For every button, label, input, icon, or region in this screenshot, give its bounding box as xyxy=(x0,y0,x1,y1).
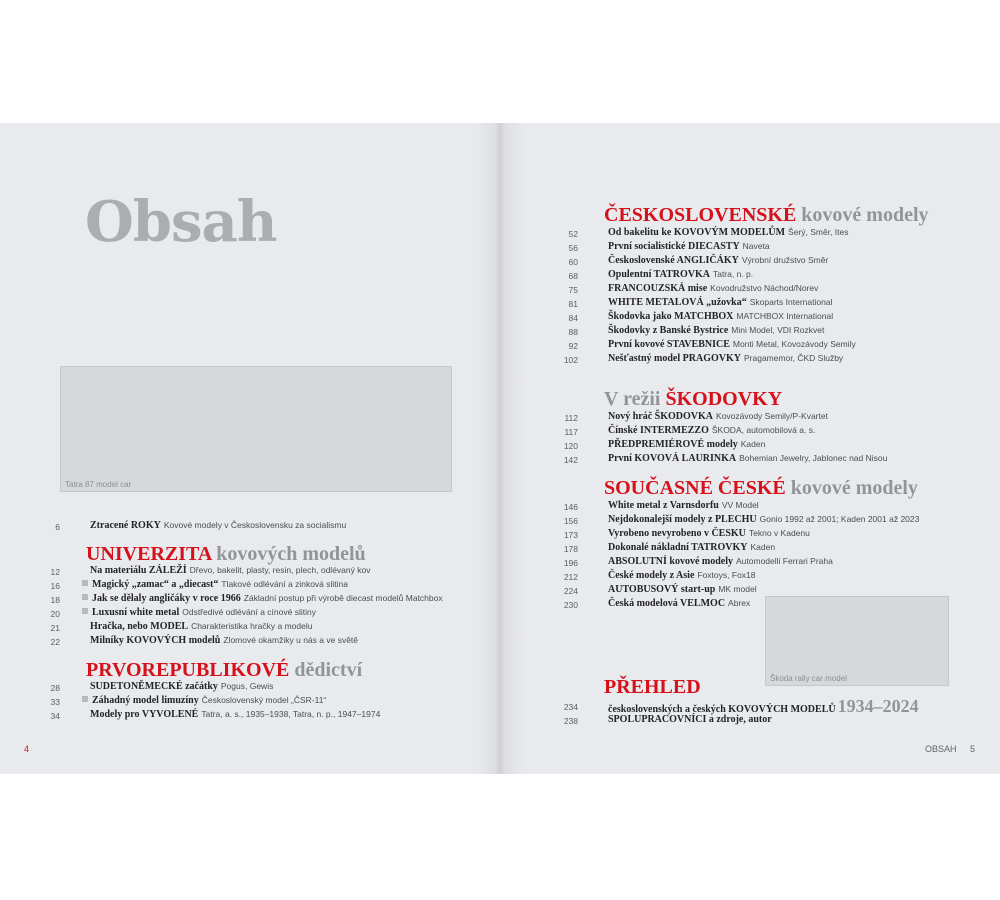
entry-title: Čínské INTERMEZZO ŠKODA, automobilová a. s. xyxy=(608,425,816,436)
section-heading: SOUČASNÉ ČESKÉ kovové modely xyxy=(604,477,918,499)
entry-description: Mini Model, VDI Rozkvet xyxy=(731,325,825,335)
book-gutter xyxy=(476,123,524,774)
entry-description: Odstředivé odlévání a cínové slitiny xyxy=(182,607,316,617)
entry-title: První socialistické DIECASTY Naveta xyxy=(608,241,770,252)
running-head: OBSAH xyxy=(925,744,957,754)
entry-title: Nový hráč ŠKODOVKA Kovozávody Semily/P-Kvartet xyxy=(608,411,828,422)
page-number: 224 xyxy=(563,586,578,596)
entry-title: Nejdokonalejší modely z PLECHU Gonio 1992 až 2001; Kaden 2001 až 2023 xyxy=(608,514,920,525)
entry-title: AUTOBUSOVÝ start-up MK model xyxy=(608,584,757,595)
page-number: 16 xyxy=(50,581,60,591)
entry-description: Dřevo, bakelit, plasty, resin, plech, odlévaný kov xyxy=(189,565,371,575)
section-heading: UNIVERZITA kovových modelů xyxy=(86,543,366,565)
right-page-number: 5 xyxy=(970,744,976,754)
entry-description: ŠKODA, automobilová a. s. xyxy=(711,425,816,435)
page-number: 230 xyxy=(563,600,578,610)
entry-title: Česká modelová VELMOC Abrex xyxy=(608,598,751,609)
page-number: 238 xyxy=(563,716,578,726)
entry-description: Pogus, Gewis xyxy=(220,681,274,691)
entry-title: Hračka, nebo MODEL Charakteristika hračky a modelu xyxy=(90,621,313,632)
page-number: 6 xyxy=(55,522,60,532)
page-number: 22 xyxy=(50,637,60,647)
section-heading: PŘEHLED xyxy=(604,676,701,698)
entry-description: Pragamemor, ČKD Služby xyxy=(743,353,844,363)
entry-description: Abrex xyxy=(728,598,751,608)
entry-description: Šerý, Směr, Ites xyxy=(788,227,849,237)
page-number: 84 xyxy=(568,313,578,323)
page-number: 173 xyxy=(563,530,578,540)
entry-title: První kovové STAVEBNICE Monti Metal, Kovozávody Semily xyxy=(608,339,856,350)
entry-description: Tatra, a. s., 1935–1938, Tatra, n. p., 1947–1974 xyxy=(201,709,381,719)
page-title: Obsah xyxy=(85,189,277,255)
entry-description: Kaden xyxy=(740,439,766,449)
page-number: 156 xyxy=(563,516,578,526)
entry-description: Kaden xyxy=(750,542,776,552)
entry-title: československých a českých KOVOVÝCH MODELŮ 1934–2024 xyxy=(608,696,919,716)
page-number: 142 xyxy=(563,455,578,465)
page-number: 81 xyxy=(568,299,578,309)
entry-description: Naveta xyxy=(742,241,770,251)
entry-title: Dokonalé nákladní TATROVKY Kaden xyxy=(608,542,776,553)
entry-description: VV Model xyxy=(721,500,759,510)
right-car-image-label: Škoda rally car model xyxy=(770,674,847,683)
entry-title: Československé ANGLIČÁKY Výrobní družstvo Směr xyxy=(608,255,829,266)
page-number: 212 xyxy=(563,572,578,582)
entry-description: Tatra, n. p. xyxy=(712,269,754,279)
entry-title: Nešťastný model PRAGOVKY Pragamemor, ČKD Služby xyxy=(608,353,844,364)
left-car-image-label: Tatra 87 model car xyxy=(65,480,132,489)
entry-title: Škodovka jako MATCHBOX MATCHBOX International xyxy=(608,311,834,322)
section-soucasne xyxy=(548,477,920,610)
entry-title: Vyrobeno nevyrobeno v ČESKU Tekno v Kadenu xyxy=(608,528,810,539)
entry-title: SUDETONĚMECKÉ začátky Pogus, Gewis xyxy=(90,681,274,692)
page-number: 117 xyxy=(564,427,578,437)
entry-title: Škodovky z Banské Bystrice Mini Model, VDI Rozkvet xyxy=(608,325,825,336)
entry-description: Tlakové odlévání a zinková slitina xyxy=(221,579,348,589)
entry-title: Záhadný model limuzíny Československý model „ČSR-11“ xyxy=(82,695,326,706)
page-number: 56 xyxy=(568,243,578,253)
entry-description: Automodelli Ferrari Praha xyxy=(736,556,833,566)
page-number: 28 xyxy=(50,683,60,693)
section-prvorepublikove xyxy=(30,659,381,721)
left-page-number: 4 xyxy=(24,744,30,754)
square-bullet-icon xyxy=(82,580,88,586)
entry-description: Bohemian Jewelry, Jablonec nad Nisou xyxy=(739,453,888,463)
entry-description: Charakteristika hračky a modelu xyxy=(191,621,313,631)
entry-title: Luxusní white metal Odstředivé odlévání a cínové slitiny xyxy=(82,607,316,618)
entry-description: Československý model „ČSR-11“ xyxy=(201,695,327,705)
page-number: 33 xyxy=(50,697,60,707)
page-number: 52 xyxy=(568,229,578,239)
entry-description: Kovodružstvo Náchod/Norev xyxy=(710,283,819,293)
entry-title: Na materiálu ZÁLEŽÍ Dřevo, bakelit, plasty, resin, plech, odlévaný kov xyxy=(90,565,371,576)
entry-description: Výrobní družstvo Směr xyxy=(741,255,829,265)
entry-description: MATCHBOX International xyxy=(736,311,834,321)
entry-description: Foxtoys, Fox18 xyxy=(697,570,756,580)
year-range: 1934–2024 xyxy=(837,696,919,716)
entry-title: PŘEDPREMIÉROVÉ modely Kaden xyxy=(608,439,766,450)
entry-title: Milníky KOVOVÝCH modelů Zlomové okamžiky u nás a ve světě xyxy=(90,635,359,646)
entry-title: Ztracené ROKY Kovové modely v Československu za socialismu xyxy=(90,520,347,531)
entry-description: Kovové modely v Československu za socialismu xyxy=(163,520,347,530)
page-number: 75 xyxy=(568,285,578,295)
section-ceskoslovenske xyxy=(548,204,929,365)
entry-title: ABSOLUTNÍ kovové modely Automodelli Ferrari Praha xyxy=(608,556,833,567)
entry-description: Monti Metal, Kovozávody Semily xyxy=(732,339,856,349)
page-number: 20 xyxy=(50,609,60,619)
section-heading: ČESKOSLOVENSKÉ kovové modely xyxy=(604,204,929,226)
entry-title: České modely z Asie Foxtoys, Fox18 xyxy=(608,570,756,581)
entry-title: WHITE METALOVÁ „užovka“ Skoparts International xyxy=(608,297,833,308)
page-number: 21 xyxy=(50,623,60,633)
entry-description: MK model xyxy=(718,584,757,594)
entry-title: White metal z Varnsdorfu VV Model xyxy=(608,500,759,511)
page-number: 178 xyxy=(563,544,578,554)
right-car-image xyxy=(765,596,949,686)
page-number: 68 xyxy=(568,271,578,281)
page-number: 18 xyxy=(50,595,60,605)
entry-description: Zlomové okamžiky u nás a ve světě xyxy=(223,635,359,645)
entry-title: Magický „zamac“ a „diecast“ Tlakové odlévání a zinková slitina xyxy=(82,579,348,590)
section-rezii xyxy=(548,388,888,465)
section-heading: V režii ŠKODOVKY xyxy=(604,388,783,410)
entry-title: SPOLUPRACOVNÍCI a zdroje, autor xyxy=(608,714,772,725)
page-number: 92 xyxy=(568,341,578,351)
entry-title: Od bakelitu ke KOVOVÝM MODELŮM Šerý, Směr, Ites xyxy=(608,227,849,238)
entry-description: Skoparts International xyxy=(749,297,833,307)
page-number: 88 xyxy=(568,327,578,337)
page-number: 112 xyxy=(564,413,578,423)
page-number: 60 xyxy=(568,257,578,267)
entry-description: Gonio 1992 až 2001; Kaden 2001 až 2023 xyxy=(759,514,920,524)
square-bullet-icon xyxy=(82,608,88,614)
square-bullet-icon xyxy=(82,696,88,702)
entry-description: Základní postup při výrobě diecast modelů Matchbox xyxy=(243,593,443,603)
entry-title: Modely pro VYVOLENÉ Tatra, a. s., 1935–1938, Tatra, n. p., 1947–1974 xyxy=(90,709,381,720)
entry-description: Tekno v Kadenu xyxy=(748,528,810,538)
section-univerzita xyxy=(30,543,443,647)
page-number: 146 xyxy=(563,502,578,512)
page-number: 102 xyxy=(563,355,578,365)
page-number: 234 xyxy=(563,702,578,712)
page-number: 34 xyxy=(50,711,60,721)
section-heading: PRVOREPUBLIKOVÉ dědictví xyxy=(86,659,363,681)
page-number: 120 xyxy=(563,441,578,451)
entry-description: Kovozávody Semily/P-Kvartet xyxy=(716,411,828,421)
page-number: 196 xyxy=(563,558,578,568)
entry-title: První KOVOVÁ LAURINKA Bohemian Jewelry, Jablonec nad Nisou xyxy=(608,453,888,464)
page-number: 12 xyxy=(50,567,60,577)
entry-title: FRANCOUZSKÁ mise Kovodružstvo Náchod/Norev xyxy=(608,283,819,294)
square-bullet-icon xyxy=(82,594,88,600)
left-car-image xyxy=(60,366,452,492)
entry-title: Opulentní TATROVKA Tatra, n. p. xyxy=(608,269,754,280)
entry-title: Jak se dělaly angličáky v roce 1966 Základní postup při výrobě diecast modelů Matchbox xyxy=(82,593,443,604)
